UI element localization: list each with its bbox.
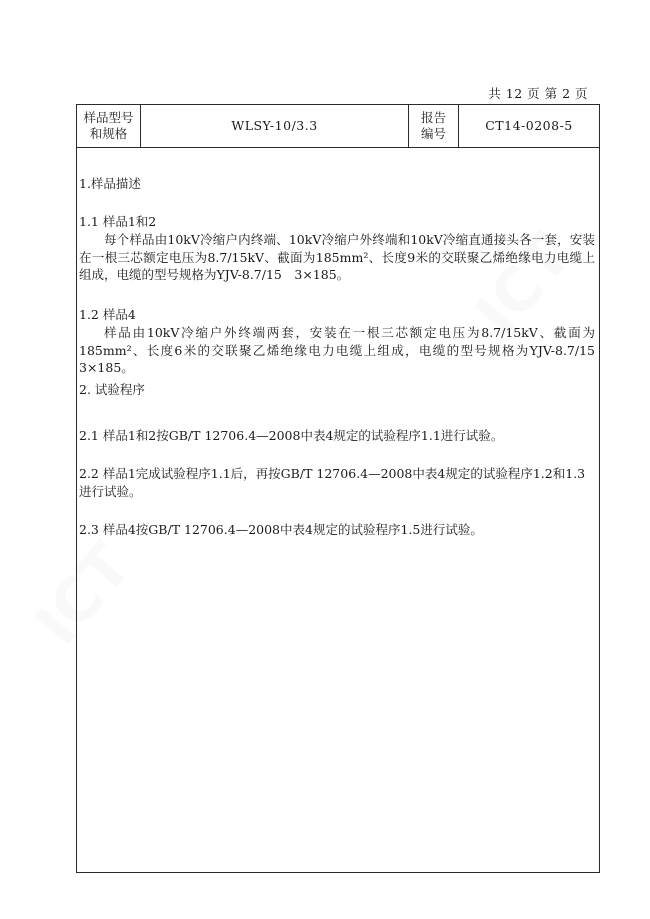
watermark: ICT [22,531,145,659]
section-2-heading: 2. 试验程序 [79,382,145,397]
section-2-2-text: 2.2 样品1完成试验程序1.1后，再按GB/T 12706.4—2008中表4规定的试验程序1.2和1.3进行试验。 [79,466,586,499]
section-2-3-text: 2.3 样品4按GB/T 12706.4—2008中表4规定的试验程序1.5进行试验。 [79,522,483,537]
report-frame [76,104,600,873]
section-1-heading: 1.样品描述 [79,176,141,191]
header-table [77,105,599,148]
report-no-value: CT14-0208-5 [485,118,573,133]
report-no-label-line1: 报告 [420,110,446,125]
section-1-1-block [79,231,595,284]
report-no-label-cell [409,105,459,147]
section-1-1-text: 每个样品由10kV冷缩户内终端、10kV冷缩户外终端和10kV冷缩直通接头各一套，安装在一根三芯额定电压为8.7/15kV、截面为185mm²、长度9米的交联聚乙烯绝缘电力电缆上组成，电缆的型号规格为YJV-8.7/15 3×185。 [79,232,595,282]
sample-model-label-cell [77,105,141,147]
section-1-2-text: 样品由10kV冷缩户外终端两套，安装在一根三芯额定电压为8.7/15kV、截面为185mm²、长度6米的交联聚乙烯绝缘电力电缆上组成，电缆的型号规格为YJV-8.7/15 3×185。 [79,325,595,375]
section-2-1-text: 2.1 样品1和2按GB/T 12706.4—2008中表4规定的试验程序1.1进行试验。 [79,428,504,443]
section-1-2-block [79,324,595,377]
page-counter: 共 12 页 第 2 页 [488,86,588,101]
section-1-2-heading: 1.2 样品4 [79,307,136,322]
sample-model-label-line2: 和规格 [89,126,128,141]
watermark: ICT [462,221,585,349]
section-1-1-heading: 1.1 样品1和2 [79,214,157,229]
sample-model-value: WLSY-10/3.3 [141,105,409,147]
sample-model-label-line1: 样品型号 [83,110,134,125]
report-no-label-line2: 编号 [420,126,446,141]
